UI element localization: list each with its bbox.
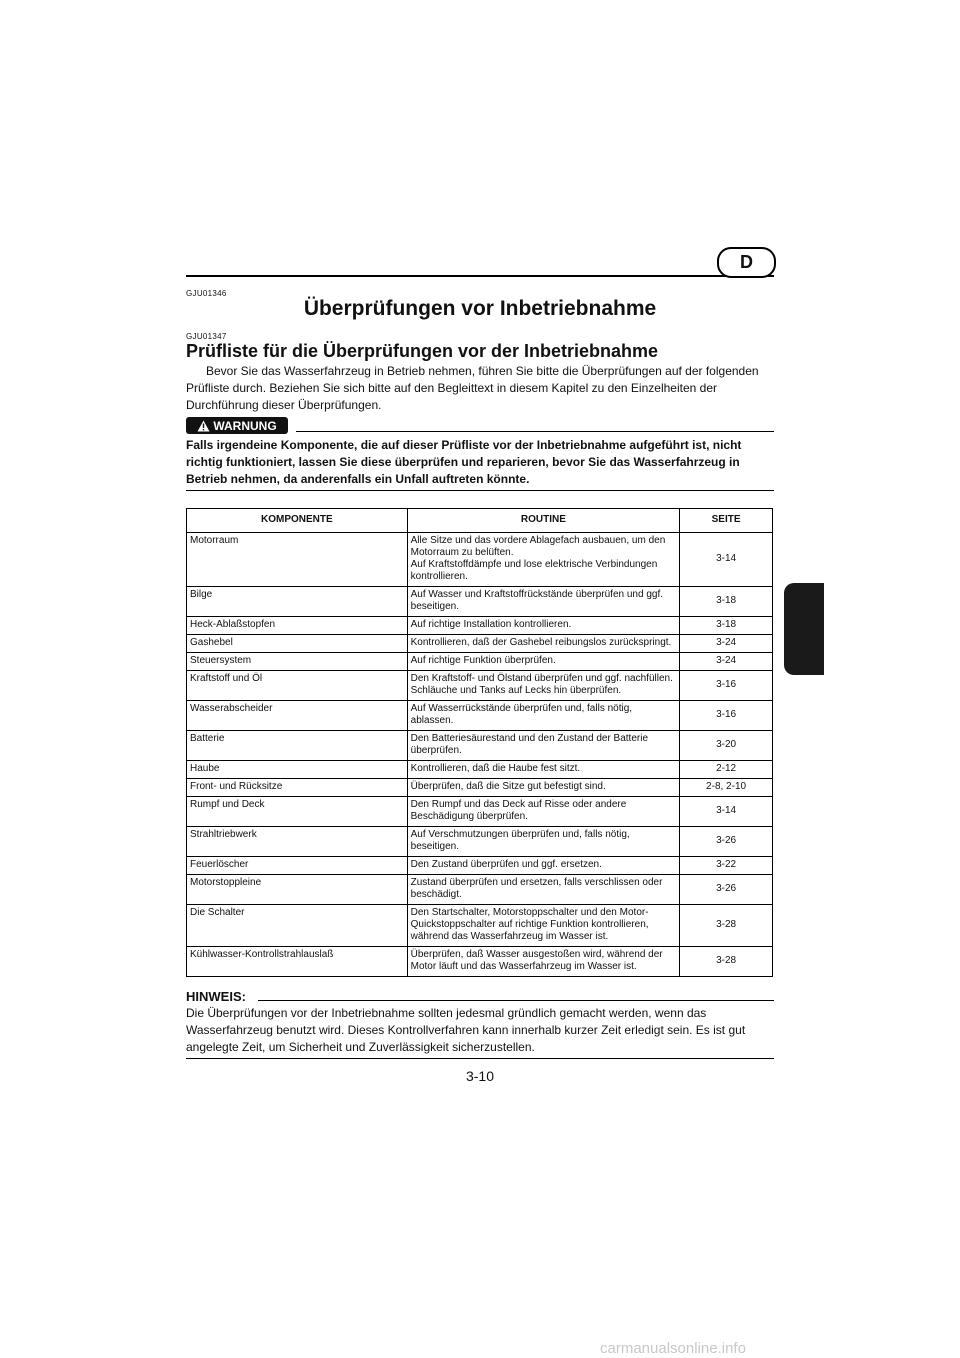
watermark: carmanualsonline.info: [600, 1340, 746, 1357]
cell-component: Strahltriebwerk: [187, 827, 408, 857]
warning-label: WARNUNG: [213, 418, 277, 433]
cell-component: Gashebel: [187, 635, 408, 653]
cell-page: 3-16: [680, 671, 773, 701]
warning-rule-bottom: [186, 490, 774, 491]
cell-page: 3-20: [680, 731, 773, 761]
cell-page: 3-18: [680, 617, 773, 635]
warning-triangle-icon: [197, 420, 210, 432]
cell-page: 3-14: [680, 797, 773, 827]
cell-component: Motorraum: [187, 533, 408, 587]
cell-routine: Kontrollieren, daß der Gashebel reibungslos zurückspringt.: [407, 635, 680, 653]
cell-component: Heck-Ablaßstopfen: [187, 617, 408, 635]
cell-page: 3-24: [680, 653, 773, 671]
chapter-tab: [784, 583, 824, 675]
warning-rule-top: [296, 431, 774, 432]
table-row: [187, 533, 773, 587]
cell-component: Kühlwasser-Kontrollstrahlauslaß: [187, 947, 408, 977]
language-badge: D: [717, 247, 776, 278]
table-row: [187, 617, 773, 635]
cell-component: Steuersystem: [187, 653, 408, 671]
page-number: 3-10: [465, 1068, 495, 1084]
cell-page: 3-26: [680, 827, 773, 857]
table-row: [187, 761, 773, 779]
cell-routine: Auf richtige Installation kontrollieren.: [407, 617, 680, 635]
subsection-title: Prüfliste für die Überprüfungen vor der Inbetriebnahme: [186, 341, 659, 361]
cell-page: 3-26: [680, 875, 773, 905]
cell-routine: Kontrollieren, daß die Haube fest sitzt.: [407, 761, 680, 779]
table-row: [187, 905, 773, 947]
cell-routine: Zustand überprüfen und ersetzen, falls verschlissen oder beschädigt.: [407, 875, 680, 905]
note-label: HINWEIS:: [186, 989, 246, 1004]
cell-page: 3-16: [680, 701, 773, 731]
table-row: [187, 857, 773, 875]
header-page: SEITE: [680, 509, 773, 533]
section-title: Überprüfungen vor Inbetriebnahme: [303, 297, 657, 320]
table-row: [187, 653, 773, 671]
cell-component: Bilge: [187, 587, 408, 617]
checklist-table: [186, 508, 773, 977]
cell-page: 3-14: [680, 533, 773, 587]
note-rule-bottom: [186, 1058, 774, 1059]
cell-page: 2-8, 2-10: [680, 779, 773, 797]
cell-component: Die Schalter: [187, 905, 408, 947]
cell-page: 2-12: [680, 761, 773, 779]
cell-page: 3-24: [680, 635, 773, 653]
warning-badge: [186, 417, 288, 434]
cell-component: Batterie: [187, 731, 408, 761]
cell-routine: Überprüfen, daß Wasser ausgestoßen wird, während der Motor läuft und das Wasserfahrzeug im Wasser ist.: [407, 947, 680, 977]
cell-routine: Den Kraftstoff- und Ölstand überprüfen und ggf. nachfüllen. Schläuche und Tanks auf Lecks hin überprüfen.: [407, 671, 680, 701]
note-rule-top: [258, 1000, 774, 1001]
table-row: [187, 779, 773, 797]
intro-paragraph: Bevor Sie das Wasserfahrzeug in Betrieb nehmen, führen Sie bitte die Überprüfungen auf der folgenden Prüfliste durch. Beziehen Sie sich bitte auf den Begleittext in diesem Kapitel zu den Einzelheiten der Durchführung dieser Überprüfungen.: [186, 364, 759, 412]
table-row: [187, 701, 773, 731]
cell-routine: Den Batteriesäurestand und den Zustand der Batterie überprüfen.: [407, 731, 680, 761]
cell-component: Front- und Rücksitze: [187, 779, 408, 797]
cell-component: Wasserabscheider: [187, 701, 408, 731]
table-row: [187, 797, 773, 827]
cell-routine: Überprüfen, daß die Sitze gut befestigt sind.: [407, 779, 680, 797]
table-row: [187, 731, 773, 761]
section-code: GJU01346: [186, 289, 227, 298]
cell-component: Haube: [187, 761, 408, 779]
cell-page: 3-28: [680, 947, 773, 977]
cell-routine: Den Rumpf und das Deck auf Risse oder andere Beschädigung überprüfen.: [407, 797, 680, 827]
table-row: [187, 635, 773, 653]
header-component: KOMPONENTE: [187, 509, 408, 533]
table-header-row: [187, 509, 773, 533]
header-routine: ROUTINE: [407, 509, 680, 533]
subsection-code: GJU01347: [186, 332, 227, 341]
cell-routine: Alle Sitze und das vordere Ablagefach ausbauen, um den Motorraum zu belüften. Auf Kraftstoffdämpfe und lose elektrische Verbindungen kontrollieren.: [407, 533, 680, 587]
table-row: [187, 827, 773, 857]
cell-routine: Auf Wasserrückstände überprüfen und, falls nötig, ablassen.: [407, 701, 680, 731]
table-row: [187, 947, 773, 977]
cell-component: Motorstoppleine: [187, 875, 408, 905]
cell-routine: Auf richtige Funktion überprüfen.: [407, 653, 680, 671]
table-row: [187, 671, 773, 701]
table-row: [187, 875, 773, 905]
cell-page: 3-28: [680, 905, 773, 947]
cell-routine: Auf Verschmutzungen überprüfen und, falls nötig, beseitigen.: [407, 827, 680, 857]
cell-routine: Den Zustand überprüfen und ggf. ersetzen.: [407, 857, 680, 875]
cell-component: Feuerlöscher: [187, 857, 408, 875]
table-row: [187, 587, 773, 617]
cell-component: Rumpf und Deck: [187, 797, 408, 827]
cell-routine: Den Startschalter, Motorstoppschalter und den Motor-Quickstoppschalter auf richtige Funktion kontrollieren, während das Wasserfahrzeug im Wasser ist.: [407, 905, 680, 947]
cell-page: 3-18: [680, 587, 773, 617]
warning-text: Falls irgendeine Komponente, die auf dieser Prüfliste vor der Inbetriebnahme aufgeführt ist, nicht richtig funktioniert, lassen Sie diese überprüfen und reparieren, bevor Sie das Wasserfahrzeug in Betrieb nehmen, da anderenfalls ein Unfall auftreten könnte.: [186, 438, 742, 486]
cell-page: 3-22: [680, 857, 773, 875]
note-text: Die Überprüfungen vor der Inbetriebnahme sollten jedesmal gründlich gemacht werden, wenn das Wasserfahrzeug benutzt wird. Dieses Kontrollverfahren kann innerhalb kurzer Zeit erledigt sein. Es ist gut angelegte Zeit, um Sicherheit und Zuverlässigkeit sicherzustellen.: [186, 1006, 746, 1054]
cell-routine: Auf Wasser und Kraftstoffrückstände überprüfen und ggf. beseitigen.: [407, 587, 680, 617]
header-rule: [186, 275, 774, 277]
cell-component: Kraftstoff und Öl: [187, 671, 408, 701]
